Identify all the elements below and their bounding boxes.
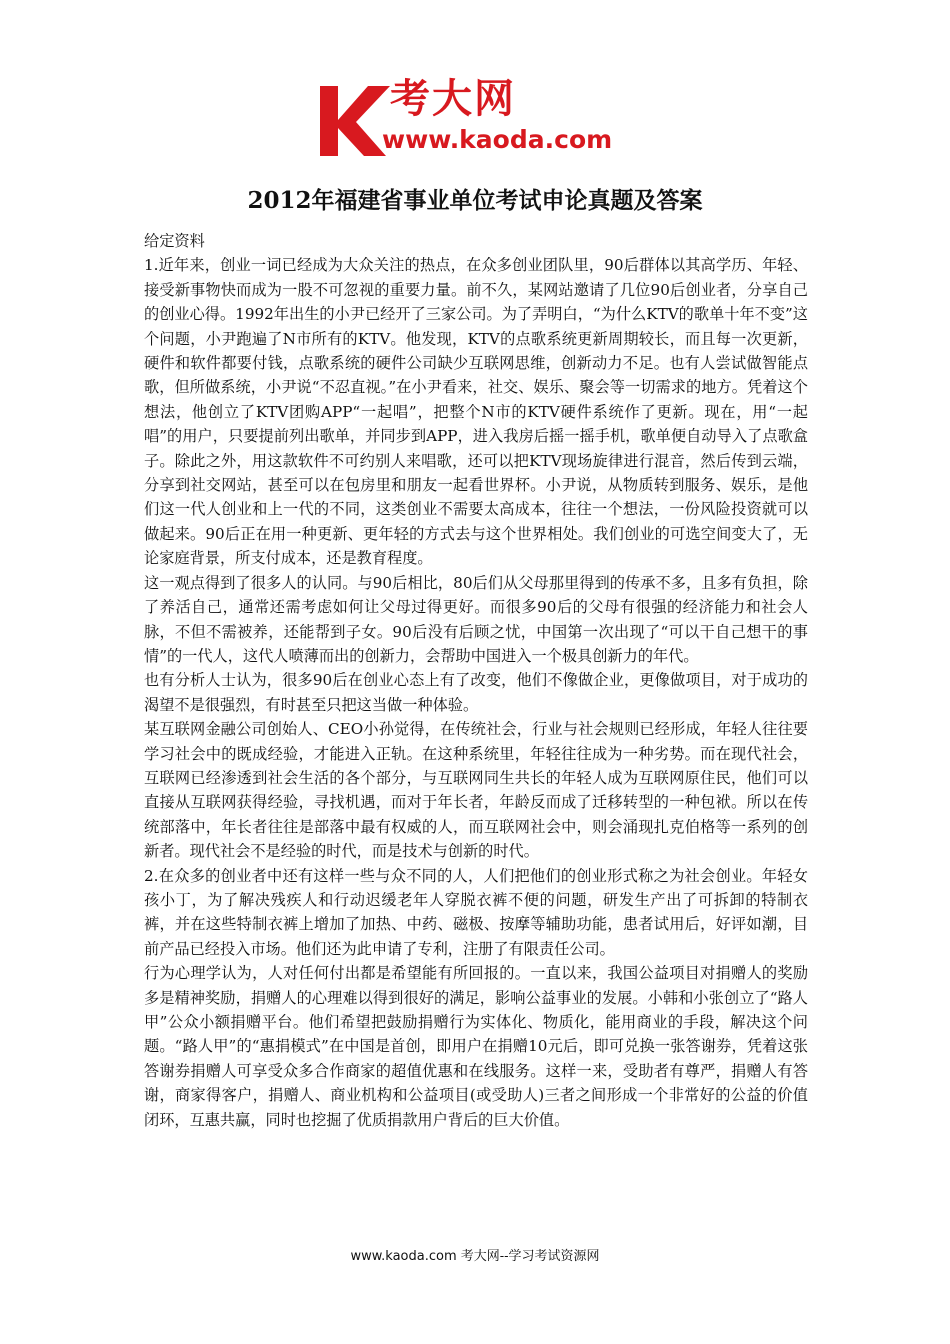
paragraph: 某互联网金融公司创始人、CEO小孙觉得，在传统社会，行业与社会规则已经形成，年轻人往往要学习社会中的既成经验，才能进入正轨。在这种系统里，年轻往往成为一种劣势。而在现代社会，互联网已经渗透到社会生活的各个部分，与互联网同生共长的年轻人成为互联网原住民，他们可以直接从互联网获得经验，寻找机遇，而对于年长者，年龄反而成了迁移转型的一种包袱。所以在传统部落中，年长者往往是部落中最有权威的人，而互联网社会中，则会涌现扎克伯格等一系列的创新者。现代社会不是经验的时代，而是技术与创新的时代。 — [144, 720, 808, 861]
paragraph: 1.近年来，创业一词已经成为大众关注的热点，在众多创业团队里，90后群体以其高学历、年轻、接受新事物快而成为一股不可忽视的重要力量。前不久，某网站邀请了几位90后创业者，分享自己的创业心得。1992年出生的小尹已经开了三家公司。为了弄明白，“为什么KTV的歌单十年不变”这个问题，小尹跑遍了N市所有的KTV。他发现，KTV的点歌系统更新周期较长，而且每一次更新，硬件和软件都要付钱，点歌系统的硬件公司缺少互联网思维，创新动力不足。也有人尝试做智能点歌，但所做系统，小尹说“不忍直视。”在小尹看来，社交、娱乐、聚会等一切需求的地方。凭着这个想法，他创立了KTV团购APP“一起唱”，把整个N市的KTV硬件系统作了更新。现在，用“一起唱”的用户，只要提前列出歌单，并同步到APP，进入我房后摇一摇手机，歌单便自动导入了点歌盒子。除此之外，用这款软件不可约别人来唱歌，还可以把KTV现场旋律进行混音，然后传到云端，分享到社交网站，甚至可以在包房里和朋友一起看世界杯。小尹说，从物质转到服务、娱乐，是他们这一代人创业和上一代的不同，这类创业不需要太高成本，往往一个想法，一份风险投资就可以做起来。90后正在用一种更新、更年轻的方式去与这个世界相处。我们创业的可选空间变大了，无论家庭背景，所支付成本，还是教育程度。 — [144, 256, 808, 568]
site-logo[interactable] — [316, 76, 646, 160]
section-heading: 给定资料 — [144, 232, 205, 250]
page-title: 2012年福建省事业单位考试申论真题及答案 — [247, 187, 703, 214]
page-footer — [0, 1247, 950, 1267]
footer-text: 考大网--学习考试资源网 — [456, 1249, 600, 1264]
paragraph: 行为心理学认为，人对任何付出都是希望能有所回报的。一直以来，我国公益项目对捐赠人的奖励多是精神奖励，捐赠人的心理难以得到很好的满足，影响公益事业的发展。小韩和小张创立了“路人甲”公众小额捐赠平台。他们希望把鼓励捐赠行为实体化、物质化，能用商业的手段，解决这个问题。“路人甲”的“惠捐模式”在中国是首创，即用户在捐赠10元后，即可兑换一张答谢券，凭着这张答谢券捐赠人可享受众多合作商家的超值优惠和在线服务。这样一来，受助者有尊严，捐赠人有答谢，商家得客户，捐赠人、商业机构和公益项目(或受助人)三者之间形成一个非常好的公益的价值闭环，互惠共赢，同时也挖掘了优质捐款用户背后的巨大价值。 — [144, 964, 808, 1129]
paragraph: 这一观点得到了很多人的认同。与90后相比，80后们从父母那里得到的传承不多，且多有负担，除了养活自己，通常还需考虑如何让父母过得更好。而很多90后的父母有很强的经济能力和社会人脉，不但不需被养，还能帮到子女。90后没有后顾之忧，中国第一次出现了“可以干自己想干的事情”的一代人，这代人喷薄而出的创新力，会帮助中国进入一个极具创新力的年代。 — [144, 573, 808, 665]
logo-brand-url: www.kaoda.com — [382, 125, 613, 154]
paragraph: 2.在众多的创业者中还有这样一些与众不同的人，人们把他们的创业形式称之为社会创业。年轻女孩小丁，为了解决残疾人和行动迟缓老年人穿脱衣裤不便的问题，研发生产出了可拆卸的特制衣裤，并在这些特制衣裤上增加了加热、中药、磁极、按摩等辅助功能，患者试用后，好评如潮，目前产品已经投入市场。他们还为此申请了专利，注册了有限责任公司。 — [144, 866, 808, 958]
paragraph: 也有分析人士认为，很多90后在创业心态上有了改变，他们不像做企业，更像做项目，对于成功的渴望不是很强烈，有时甚至只把这当做一种体验。 — [144, 671, 808, 714]
footer-url-link[interactable]: www.kaoda.com — [350, 1249, 457, 1264]
document-body — [144, 229, 808, 1132]
logo-brand-name: 考大网 — [390, 76, 516, 122]
